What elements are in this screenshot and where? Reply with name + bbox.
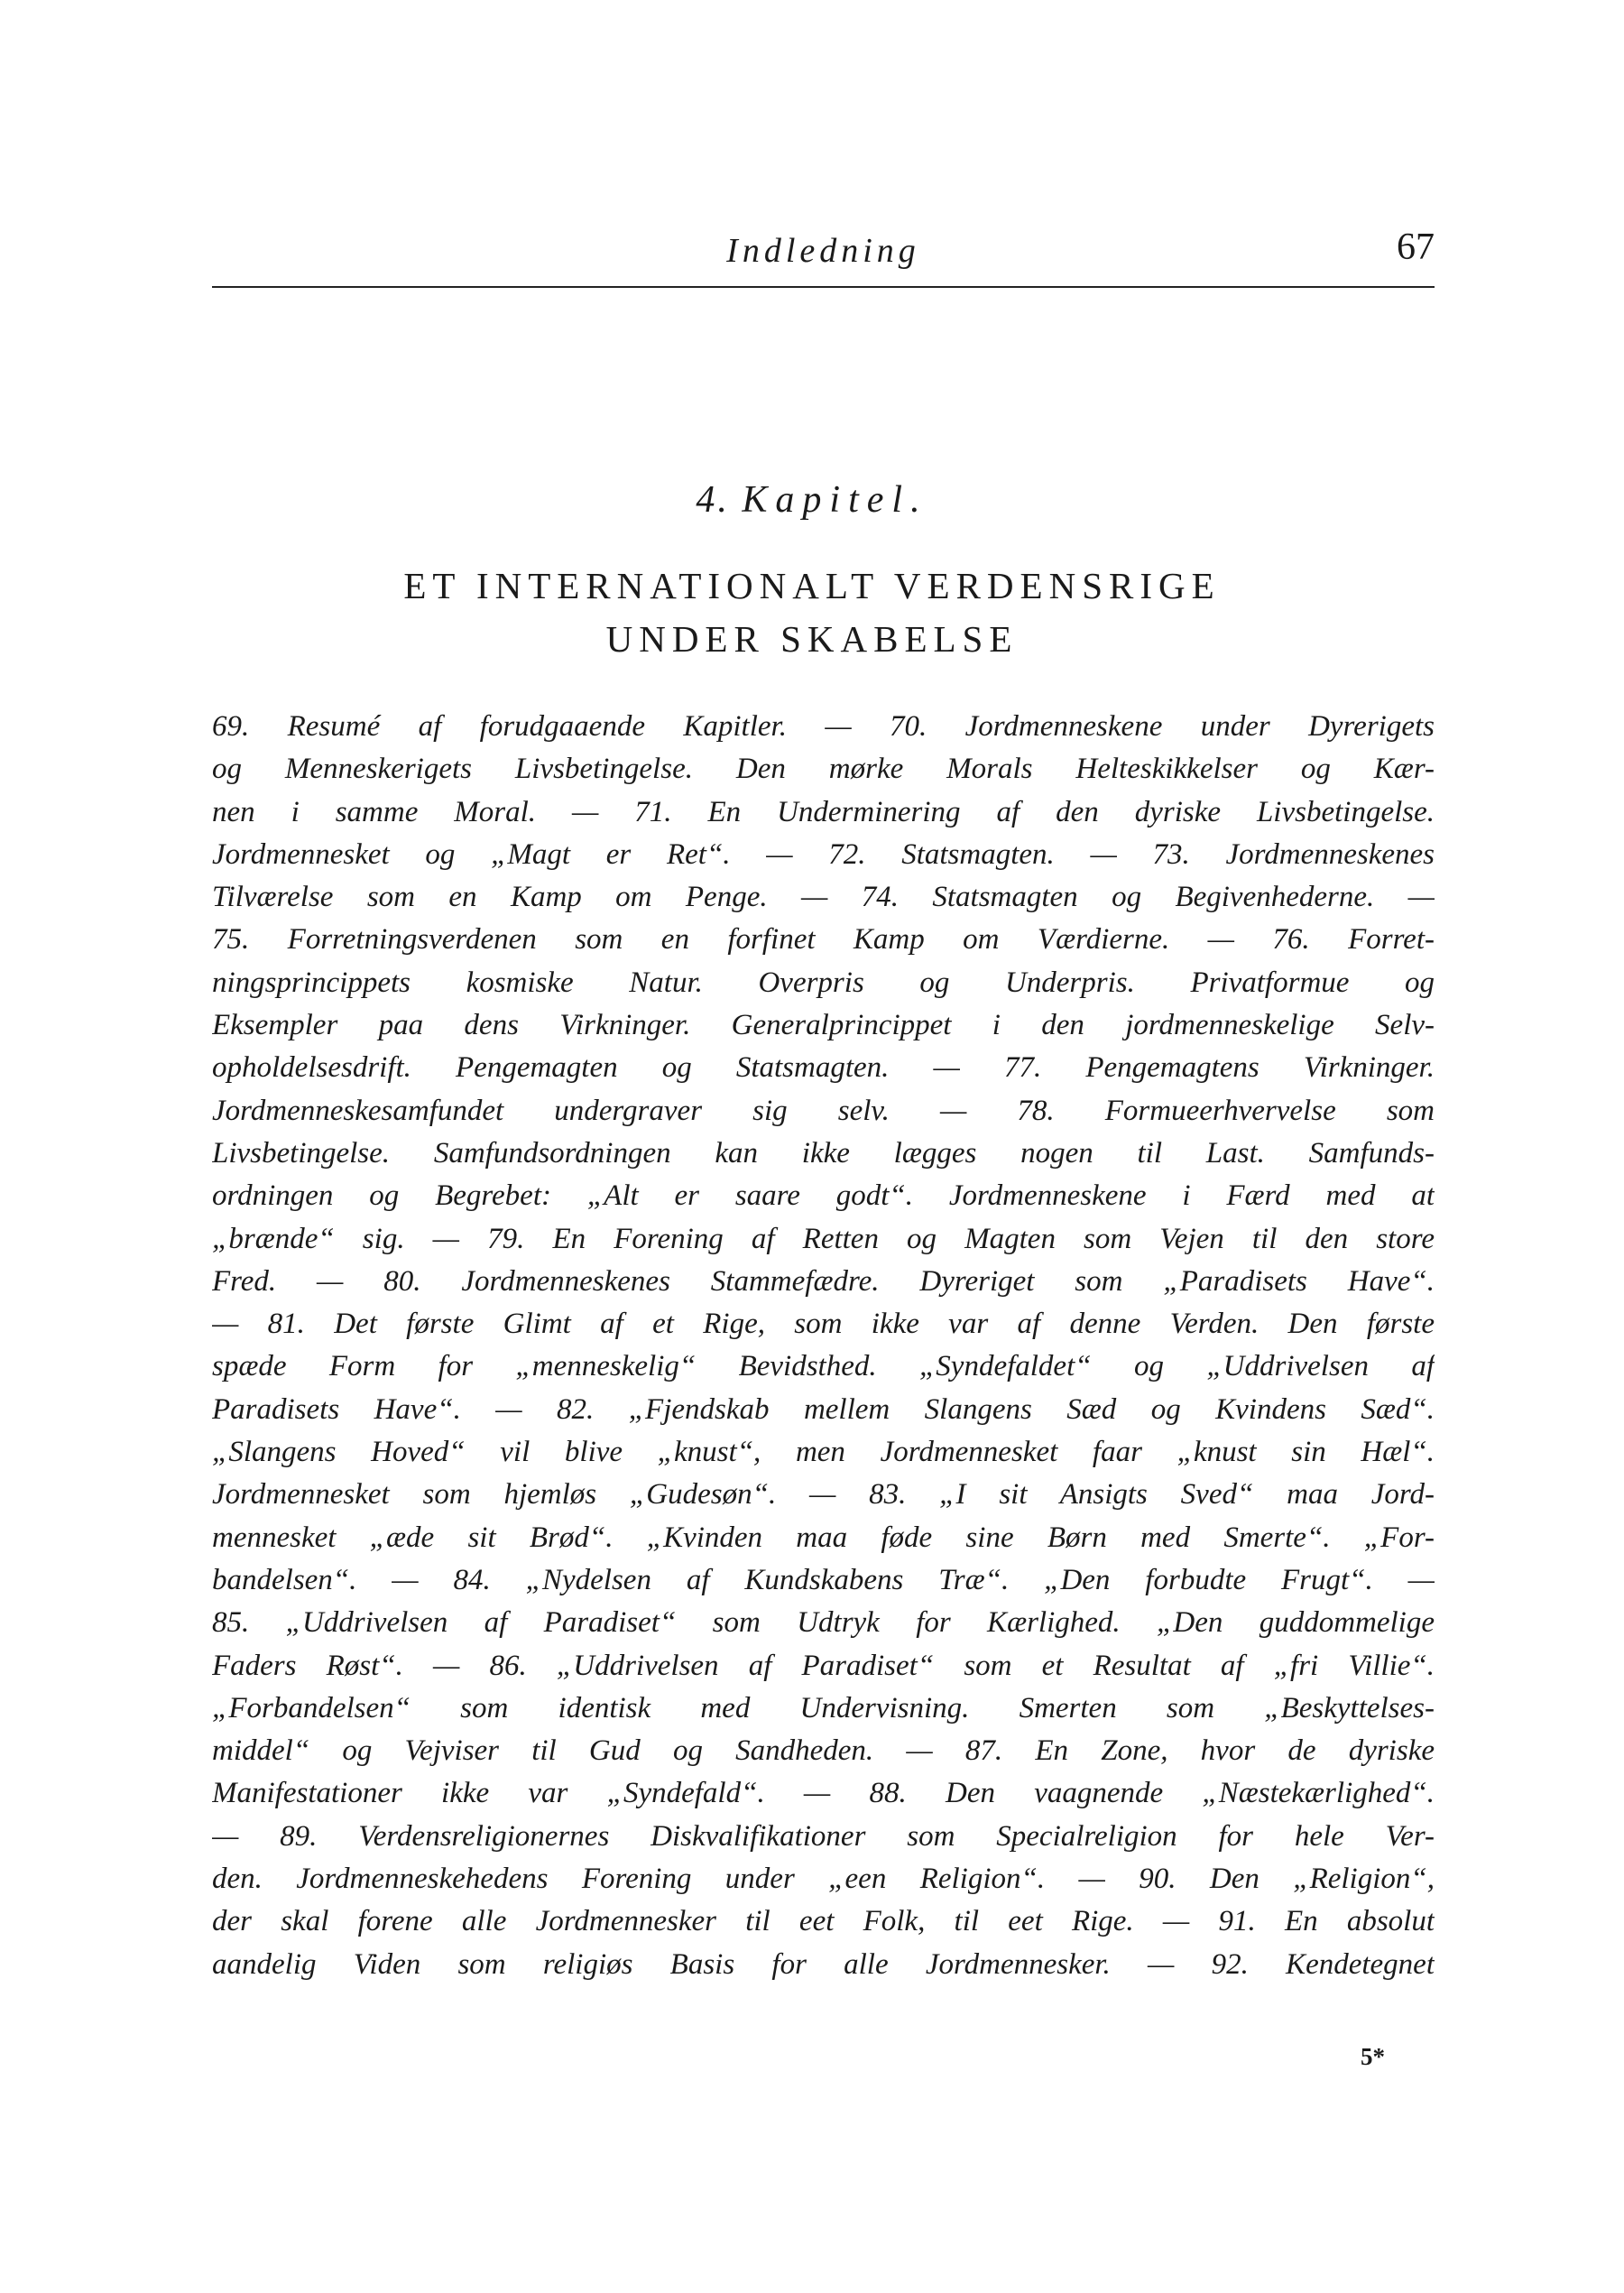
- summary-line: Paradisets Have“. — 82. „Fjendskab mellem Slangens Sæd og Kvindens Sæd“.: [212, 1392, 1435, 1426]
- summary-line: Manifestationer ikke var „Syndefald“. — 88. Den vaagnende „Næstekærlighed“.: [212, 1777, 1435, 1810]
- summary-line: „Forbandelsen“ som identisk med Undervisning. Smerten som „Beskyttelses-: [212, 1691, 1435, 1724]
- summary-line: middel“ og Vejviser til Gud og Sandheden. — 87. En Zone, hvor de dyriske: [212, 1734, 1435, 1768]
- summary-line: og Menneskerigets Livsbetingelse. Den mørke Morals Helteskikkelser og Kær-: [212, 753, 1435, 786]
- chapter-word: Kapitel.: [742, 479, 928, 521]
- page-number: 67: [1397, 227, 1435, 268]
- summary-line: ningsprincippets kosmiske Natur. Overpris og Underpris. Privatformue og: [212, 966, 1435, 999]
- summary-line: — 89. Verdensreligionernes Diskvalifikationer som Specialreligion for hele Ver-: [212, 1819, 1435, 1853]
- chapter-title-line-2: UNDER SKABELSE: [605, 618, 1019, 660]
- summary-line: „brænde“ sig. — 79. En Forening af Retten og Magten som Vejen til den store: [212, 1222, 1435, 1255]
- chapter-title: [0, 559, 1624, 666]
- summary-line: Livsbetingelse. Samfundsordningen kan ikke lægges nogen til Last. Samfunds-: [212, 1136, 1435, 1170]
- running-title: Indledning: [726, 232, 920, 270]
- chapter-title-line-1: ET INTERNATIONALT VERDENSRIGE: [403, 565, 1221, 606]
- summary-line: 69. Resumé af forudgaaende Kapitler. — 70. Jordmenneskene under Dyrerigets: [212, 710, 1435, 743]
- summary-line: der skal forene alle Jordmennesker til eet Folk, til eet Rige. — 91. En absolut: [212, 1905, 1435, 1938]
- chapter-summary: [212, 706, 1435, 1986]
- summary-line: „Slangens Hoved“ vil blive „knust“, men Jordmennesket faar „knust sin Hæl“.: [212, 1436, 1435, 1469]
- summary-line: opholdelsesdrift. Pengemagten og Statsmagten. — 77. Pengemagtens Virkninger.: [212, 1051, 1435, 1085]
- chapter-number: 4.: [696, 479, 730, 521]
- signature-mark: 5*: [1361, 2043, 1385, 2070]
- summary-line: ordningen og Begrebet: „Alt er saare godt“. Jordmenneskene i Færd med at: [212, 1179, 1435, 1213]
- summary-line: mennesket „æde sit Brød“. „Kvinden maa føde sine Børn med Smerte“. „For-: [212, 1521, 1435, 1554]
- summary-line: spæde Form for „menneskelig“ Bevidsthed. „Syndefaldet“ og „Uddrivelsen af: [212, 1350, 1435, 1383]
- summary-line: — 81. Det første Glimt af et Rige, som ikke var af denne Verden. Den første: [212, 1308, 1435, 1341]
- summary-line: 85. „Uddrivelsen af Paradiset“ som Udtryk for Kærlighed. „Den guddommelige: [212, 1606, 1435, 1640]
- summary-line: den. Jordmenneskehedens Forening under „een Religion“. — 90. Den „Religion“,: [212, 1863, 1435, 1896]
- summary-line: Eksempler paa dens Virkninger. Generalprincippet i den jordmenneskelige Selv-: [212, 1009, 1435, 1042]
- header-rule: [212, 286, 1435, 288]
- summary-line: Tilværelse som en Kamp om Penge. — 74. Statsmagten og Begivenhederne. —: [212, 881, 1435, 914]
- summary-line: nen i samme Moral. — 71. En Underminering af den dyriske Livsbetingelse.: [212, 795, 1435, 828]
- summary-line: Jordmenneskesamfundet undergraver sig selv. — 78. Formueerhvervelse som: [212, 1094, 1435, 1127]
- summary-line: Fred. — 80. Jordmenneskenes Stammefædre. Dyreriget som „Paradisets Have“.: [212, 1264, 1435, 1298]
- running-head: [212, 226, 1435, 280]
- summary-line: 75. Forretningsverdenen som en forfinet Kamp om Værdierne. — 76. Forret-: [212, 923, 1435, 957]
- summary-line: aandelig Viden som religiøs Basis for alle Jordmennesker. — 92. Kendetegnet: [212, 1947, 1435, 1981]
- summary-line: bandelsen“. — 84. „Nydelsen af Kundskabens Træ“. „Den forbudte Frugt“. —: [212, 1563, 1435, 1596]
- summary-line: Jordmennesket og „Magt er Ret“. — 72. Statsmagten. — 73. Jordmenneskenes: [212, 837, 1435, 871]
- summary-line: Jordmennesket som hjemløs „Gudesøn“. — 83. „I sit Ansigts Sved“ maa Jord-: [212, 1478, 1435, 1512]
- summary-line: Faders Røst“. — 86. „Uddrivelsen af Paradiset“ som et Resultat af „fri Villie“.: [212, 1649, 1435, 1682]
- chapter-label: [0, 478, 1624, 522]
